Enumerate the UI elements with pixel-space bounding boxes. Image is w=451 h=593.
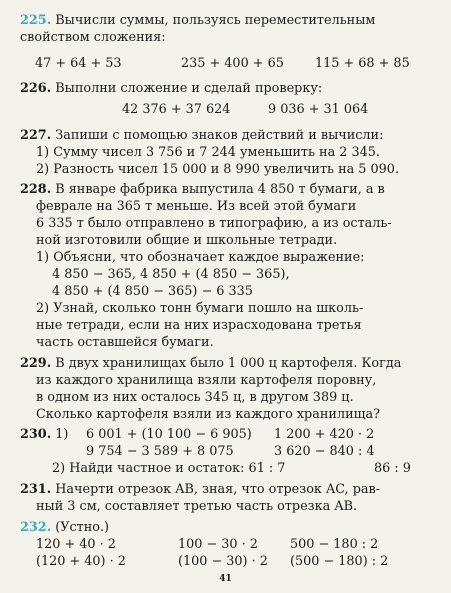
- ex232-expr-2: 100 − 30 · 2: [178, 537, 258, 552]
- ex228-number: 228.: [20, 182, 52, 197]
- ex232-expr-1: 120 + 40 · 2: [36, 537, 116, 552]
- ex226-expr-1: 42 376 + 37 624: [122, 102, 231, 117]
- ex228-line5: 1) Объясни, что обозначает каждое выражение:: [36, 250, 365, 265]
- ex231-number: 231.: [20, 482, 52, 497]
- ex228-line6: 4 850 − 365, 4 850 + (4 850 − 365),: [52, 267, 290, 282]
- ex230-number: 230.: [20, 427, 52, 442]
- page-number: 41: [219, 574, 232, 584]
- ex225-line1: 225. Вычисли суммы, пользуясь переместительным: [20, 13, 376, 28]
- ex230-expr-e: 86 : 9: [374, 461, 411, 476]
- ex226-number: 226.: [20, 81, 52, 96]
- ex227-line2: 1) Сумму чисел 3 756 и 7 244 уменьшить на 2 345.: [36, 145, 380, 160]
- ex227-line1: 227. Запиши с помощью знаков действий и вычисли:: [20, 128, 384, 143]
- ex225-expr-1: 47 + 64 + 53: [35, 56, 122, 71]
- ex229-line2: из каждого хранилища взяли картофеля поровну,: [36, 373, 377, 388]
- ex230-expr-b: 1 200 + 420 · 2: [274, 427, 375, 442]
- ex228-line7: 4 850 + (4 850 − 365) − 6 335: [52, 284, 253, 299]
- ex228-line2: феврале на 365 т меньше. Из всей этой бумаги: [36, 199, 357, 214]
- ex226-expr-2: 9 036 + 31 064: [268, 102, 369, 117]
- ex226-line1: 226. Выполни сложение и сделай проверку:: [20, 81, 323, 96]
- ex232-expr-4: (120 + 40) · 2: [36, 554, 126, 569]
- ex231-line2: ный 3 см, составляет третью часть отрезка AB.: [36, 499, 358, 514]
- ex229-line3: в одном из них осталось 345 ц, в другом 389 ц.: [36, 390, 354, 405]
- ex232-number: 232.: [20, 520, 52, 535]
- ex227-number: 227.: [20, 128, 52, 143]
- ex228-line3: 6 335 т было отправлено в типографию, а из осталь-: [36, 216, 392, 231]
- ex232-expr-5: (100 − 30) · 2: [178, 554, 268, 569]
- ex225-number: 225.: [20, 13, 52, 28]
- ex229-number: 229.: [20, 356, 52, 371]
- ex225-line2: свойством сложения:: [20, 30, 166, 45]
- ex228-line4: ной изготовили общие и школьные тетради.: [36, 233, 338, 248]
- textbook-page: 225. Вычисли суммы, пользуясь переместительным свойством сложения: 47 + 64 + 53 235 + 400 + 65 115 + 68 + 85 226. Выполни сложение и сделай проверку: 42 376 + 37 624 9 036 + 31 064 227. Запиши с помощью знаков действий и вычисли: 1) Сумму чисел 3 756 и 7 244 уменьшить на 2 345. 2) Разность чисел 15 000 и 8 990 увеличить на 5 090. 228. В январе фабрика выпустила 4 850 т бумаги, а в феврале на 365 т меньше. Из всей этой бумаги 6 335 т было отправлено в типографию, а из осталь- ной изготовили общие и школьные тетради. 1) Объясни, что обозначает каждое выражение: 4 850 − 365, 4 850 + (4 850 − 365), 4 850 + (4 850 − 365) − 6 335 2) Узнай, сколько тонн бумаги пошло на школь- ные тетради, если на них израсходована третья часть оставшейся бумаги. 229. В двух хранилищах было 1 000 ц картофеля. Когда из каждого хранилища взяли картофеля поровну, в одном из них осталось 345 ц, в другом 389 ц. Сколько картофеля взяли из каждого хранилища? 230. 1) 6 001 + (10 100 − 6 905) 1 200 + 420 · 2 9 754 − 3 589 + 8 075 3 620 − 840 : 4 2) Найди частное и остаток: 61 : 7 86 : 9 231. Начерти отрезок AB, зная, что отрезок AC, рав- ный 3 см, составляет третью часть отрезка AB. 232. (Устно.) 120 + 40 · 2 100 − 30 · 2 500 − 180 : 2 (120 + 40) · 2 (100 − 30) · 2 (500 − 180) : 2 41: [0, 0, 451, 593]
- ex225-expr-2: 235 + 400 + 65: [181, 56, 284, 71]
- ex230-line1: 230. 1) 6 001 + (10 100 − 6 905) 1 200 + 420 · 2: [20, 427, 375, 442]
- ex232-expr-3: 500 − 180 : 2: [290, 537, 379, 552]
- ex231-line1: 231. Начерти отрезок AB, зная, что отрезок AC, рав-: [20, 482, 381, 497]
- ex232-label: (Устно.): [55, 520, 110, 535]
- ex228-line1: 228. В январе фабрика выпустила 4 850 т бумаги, а в: [20, 182, 385, 197]
- ex232-expr-6: (500 − 180) : 2: [290, 554, 389, 569]
- ex229-line4: Сколько картофеля взяли из каждого хранилища?: [36, 407, 380, 422]
- ex230-expr-a: 6 001 + (10 100 − 6 905): [86, 427, 252, 442]
- ex227-line3: 2) Разность чисел 15 000 и 8 990 увеличить на 5 090.: [36, 162, 400, 177]
- ex229-line1: 229. В двух хранилищах было 1 000 ц картофеля. Когда: [20, 356, 402, 371]
- ex230-expr-c: 9 754 − 3 589 + 8 075: [86, 444, 234, 459]
- ex228-line8: 2) Узнай, сколько тонн бумаги пошло на школь-: [36, 301, 364, 316]
- ex228-line10: часть оставшейся бумаги.: [36, 335, 214, 350]
- ex232-line1: [20, 519, 437, 536]
- ex225-expr-3: 115 + 68 + 85: [315, 56, 410, 71]
- ex228-line9: ные тетради, если на них израсходована третья: [36, 318, 362, 333]
- ex230-expr-d: 3 620 − 840 : 4: [274, 444, 375, 459]
